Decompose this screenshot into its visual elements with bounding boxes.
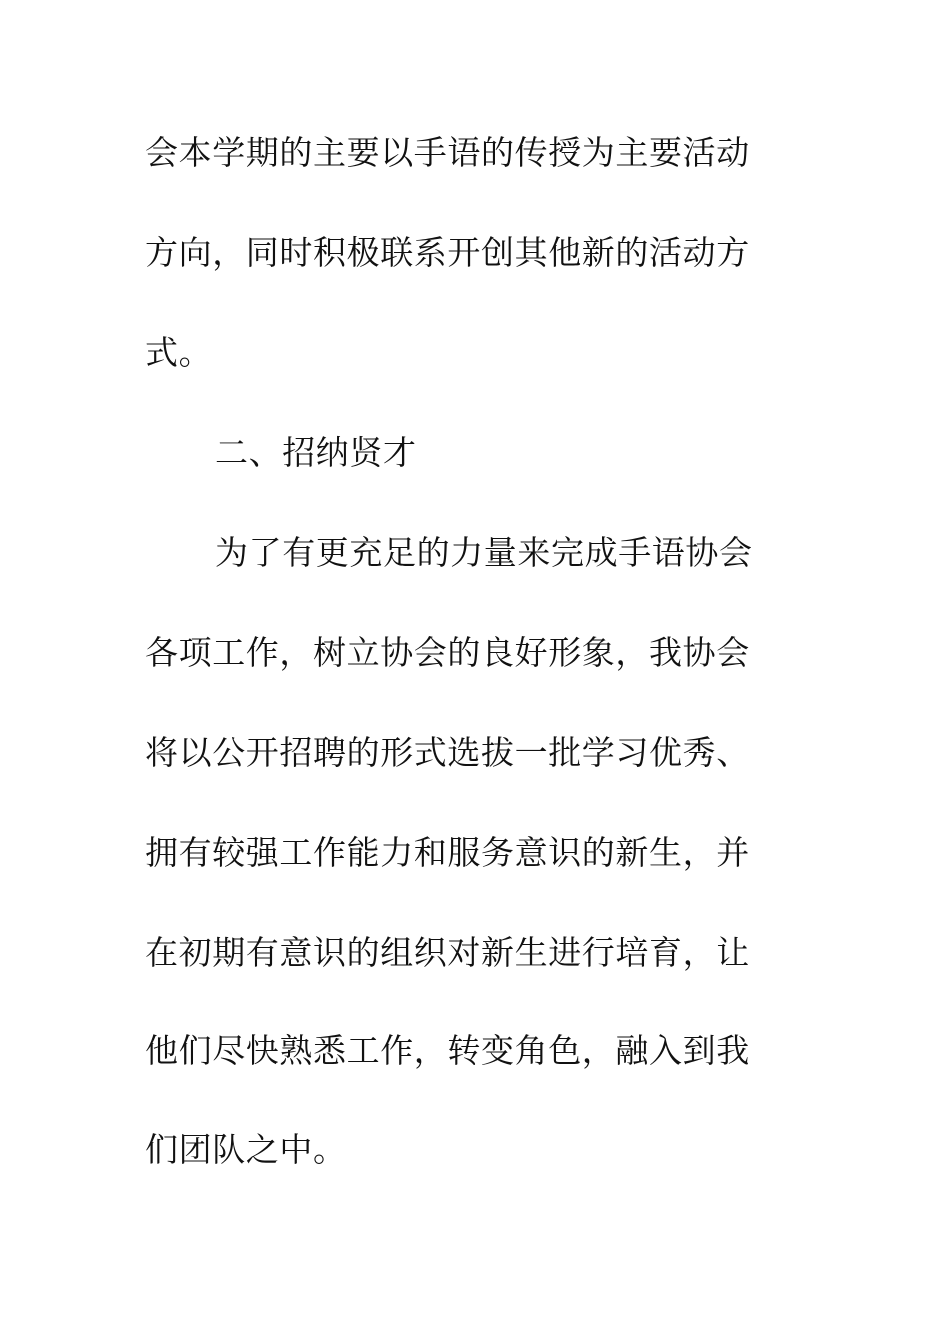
section-heading: 二、招纳贤才 <box>215 433 417 472</box>
paragraph-2-line-6: 他们尽快熟悉工作，转变角色，融入到我 <box>145 1031 750 1070</box>
paragraph-1-line-3: 式。 <box>145 333 213 372</box>
paragraph-2-line-7: 们团队之中。 <box>145 1130 347 1169</box>
paragraph-2-line-4: 拥有较强工作能力和服务意识的新生，并 <box>145 833 750 872</box>
paragraph-2-line-3: 将以公开招聘的形式选拔一批学习优秀、 <box>145 733 750 772</box>
paragraph-2-line-5: 在初期有意识的组织对新生进行培育，让 <box>145 933 750 972</box>
paragraph-1-line-2: 方向，同时积极联系开创其他新的活动方 <box>145 233 750 272</box>
paragraph-2-line-1: 为了有更充足的力量来完成手语协会 <box>215 533 753 572</box>
paragraph-1-line-1: 会本学期的主要以手语的传授为主要活动 <box>145 133 750 172</box>
paragraph-2-line-2: 各项工作，树立协会的良好形象，我协会 <box>145 633 750 672</box>
